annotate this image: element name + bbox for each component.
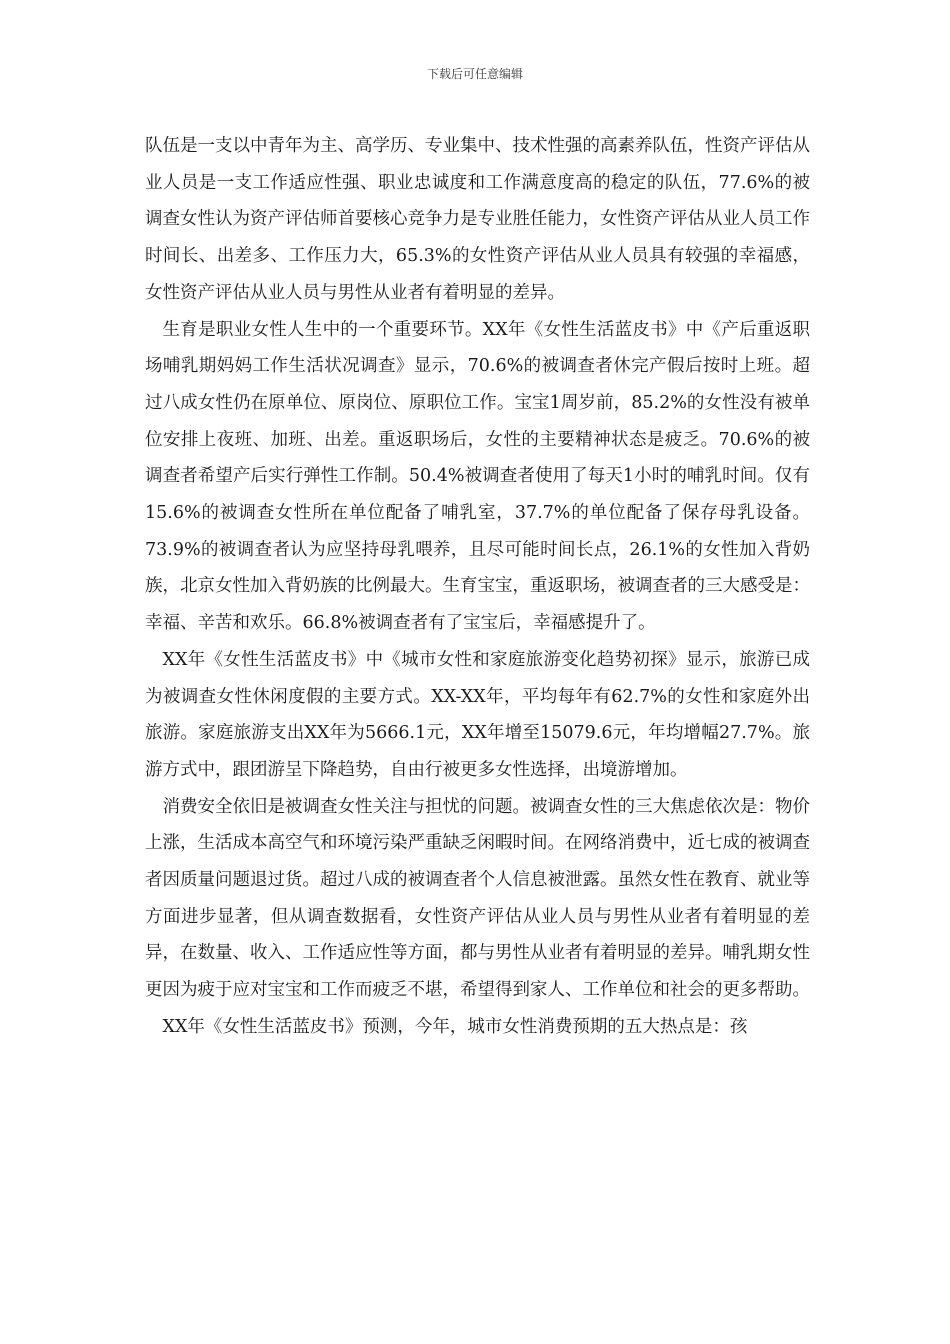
document-body (145, 128, 810, 1046)
paragraph-4: 消费安全依旧是被调查女性关注与担忧的问题。被调查女性的三大焦虑依次是：物价上涨，生活成本高空气和环境污染严重缺乏闲暇时间。在网络消费中，近七成的被调查者因质量问题退过货。超过八成的被调查者个人信息被泄露。虽然女性在教育、就业等方面进步显著，但从调查数据看，女性资产评估从业人员与男性从业者有着明显的差异，在数量、收入、工作适应性等方面，都与男性从业者有着明显的差异。哺乳期女性更因为疲于应对宝宝和工作而疲乏不堪，希望得到家人、工作单位和社会的更多帮助。 (145, 796, 810, 1001)
page-header: 下载后可任意编辑 (426, 67, 523, 81)
paragraph-2: 生育是职业女性人生中的一个重要环节。XX年《女性生活蓝皮书》中《产后重返职场哺乳期妈妈工作生活状况调查》显示，70.6%的被调查者休完产假后按时上班。超过八成女性仍在原单位、原岗位、原职位工作。宝宝1周岁前，85.2%的女性没有被单位安排上夜班、加班、出差。重返职场后，女性的主要精神状态是疲乏。70.6%的被调查者希望产后实行弹性工作制。50.4%被调查者使用了每天1小时的哺乳时间。仅有15.6%的被调查女性所在单位配备了哺乳室，37.7%的单位配备了保存母乳设备。73.9%的被调查者认为应坚持母乳喂养，且尽可能时间长点，26.1%的女性加入背奶族，北京女性加入背奶族的比例最大。生育宝宝，重返职场，被调查者的三大感受是：幸福、辛苦和欢乐。66.8%被调查者有了宝宝后，幸福感提升了。 (145, 319, 810, 634)
paragraph-1: 队伍是一支以中青年为主、高学历、专业集中、技术性强的高素养队伍，性资产评估从业人员是一支工作适应性强、职业忠诚度和工作满意度高的稳定的队伍，77.6%的被调查女性认为资产评估师首要核心竞争力是专业胜任能力，女性资产评估从业人员工作时间长、出差多、工作压力大，65.3%的女性资产评估从业人员具有较强的幸福感，女性资产评估从业人员与男性从业者有着明显的差异。 (145, 136, 810, 303)
paragraph-5: XX年《女性生活蓝皮书》预测，今年，城市女性消费预期的五大热点是：孩 (162, 1016, 748, 1037)
paragraph-3: XX年《女性生活蓝皮书》中《城市女性和家庭旅游变化趋势初探》显示，旅游已成为被调查女性休闲度假的主要方式。XX-XX年，平均每年有62.7%的女性和家庭外出旅游。家庭旅游支出XX年为5666.1元，XX年增至15079.6元，年均增幅27.7%。旅游方式中，跟团游呈下降趋势，自由行被更多女性选择，出境游增加。 (145, 649, 810, 780)
